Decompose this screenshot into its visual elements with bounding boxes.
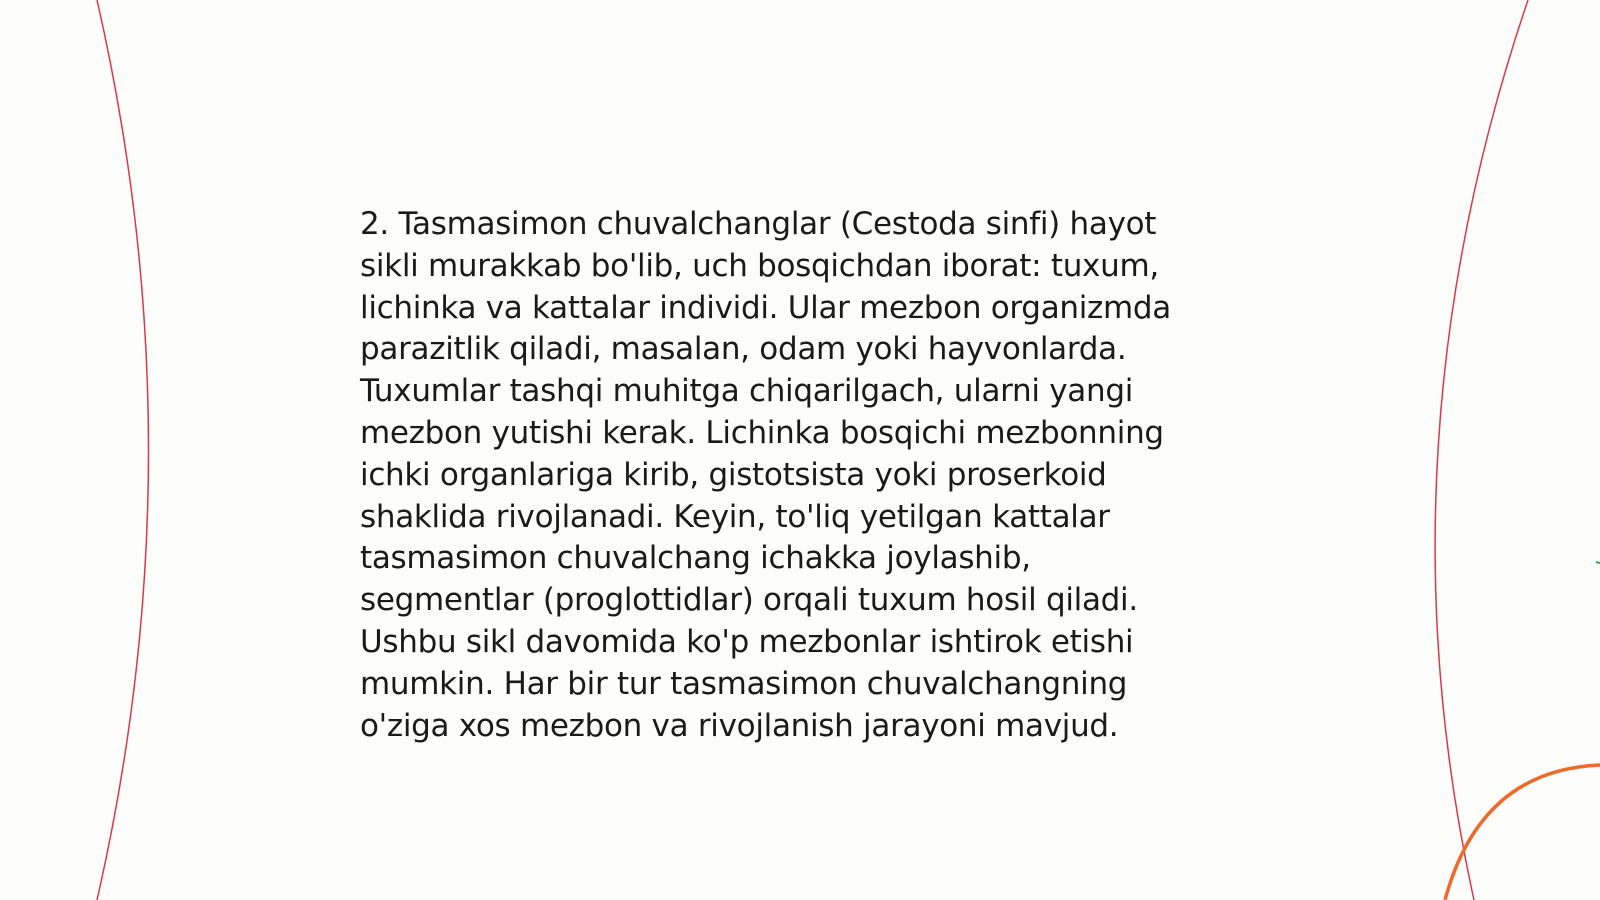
body-text: 2. Tasmasimon chuvalchanglar (Cestoda sinfi) hayot sikli murakkab bo'lib, uch bosqichdan iborat: tuxum, lichinka va kattalar individi. Ular mezbon organizmda parazitlik qiladi, masalan, odam yoki hayvonlarda. Tuxumlar tashqi muhitga chiqarilgach, ularni yangi mezbon yutishi kerak. Lichinka bosqichi mezbonning ichki organlariga kirib, gistotsista yoki proserkoid shaklida rivojlanadi. Keyin, to'liq yetilgan kattalar tasmasimon chuvalchang ichakka joylashib, segmentlar (proglottidlar) orqali tuxum hosil qiladi. Ushbu sikl davomida ko'p mezbonlar ishtirok etishi mumkin. Har bir tur tasmasimon chuvalchangning o'ziga xos mezbon va rivojlanish jarayoni mavjud. [360,206,1171,744]
green-accent-mark [1596,562,1600,563]
left-red-curve [97,0,149,900]
right-red-curve [1435,0,1528,900]
orange-circle-arc [1445,765,1600,900]
